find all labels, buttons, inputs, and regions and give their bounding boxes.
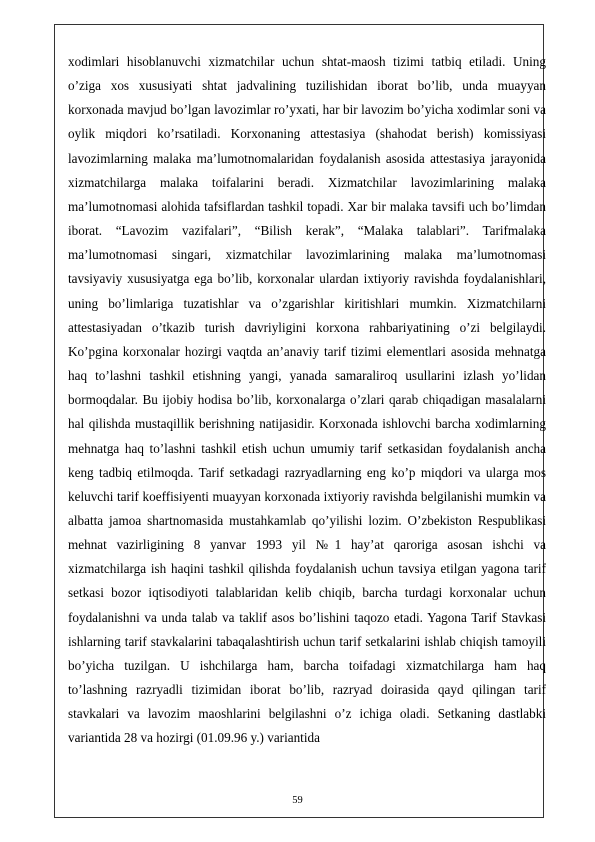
- page-number: 59: [292, 795, 303, 806]
- body-paragraph: xodimlari hisoblanuvchi xizmatchilar uchun shtat-maosh tizimi tatbiq etiladi. Uning o’ziga xos xususiyati shtat jadvalining tuzilishidan iborat bo’lib, unda muayyan korxonada mavjud bo’lgan lavozimlar ro’yxati, har bir lavozim bo’yicha xodimlar soni va oylik miqdori ko’rsatiladi. Korxonaning attestasiya (shahodat berish) komissiyasi lavozimlarning malaka ma’lumotnomalaridan foydalanish asosida attestasiya jarayonida xizmatchilarga malaka toifalarini beradi. Xizmatchilar lavozimlarining malaka ma’lumotnomasi alohida tafsiflardan tashkil topadi. Xar bir malaka tavsifi uch bo’limdan iborat. “Lavozim vazifalari”, “Bilish kerak”, “Malaka talablari”. Tarifmalaka ma’lumotnomasi singari, xizmatchilar lavozimlarining malaka ma’lumotnomasi tavsiyaviy xususiyatga ega bo’lib, korxonalar ulardan ixtiyoriy ravishda foydalanishlari, uning bo’limlariga tuzatishlar va o’zgarishlar kiritishlari mumkin. Xizmatchilarni attestasiyadan o’tkazib turish davriyligini korxona rahbariyatining o’zi belgilaydi. Ko’pgina korxonalar hozirgi vaqtda an’anaviy tarif tizimi elementlari asosida mehnatga haq to’lashni tashkil etishning yangi, yanada samaraliroq usullarini izlash yo’lidan bormoqdalar. Bu ijobiy hodisa bo’lib, korxonalarga o’zlari qarab chiqadigan masalalarni hal qilishda mustaqillik berishning natijasidir. Korxonada ishlovchi barcha xodimlarning mehnatga haq to’lashni tashkil etish uchun umumiy tarif setkasidan foydalanish ancha keng tadbiq etilmoqda. Tarif setkadagi razryadlarning eng ko’p miqdori va ularga mos keluvchi tarif koeffisiyenti muayyan korxonada ixtiyoriy ravishda belgilanishi mumkin va albatta jamoa shartnomasida mustahkamlab qo’yilishi lozim. O’zbekiston Respublikasi mehnat vazirligining 8 yanvar 1993 yil №1 hay’at qaroriga asosan ishchi va xizmatchilarga ish haqini tashkil qilishda foydalanish uchun tavsiya etilgan yagona tarif setkasi bozor iqtisodiyoti talablaridan kelib chiqib, barcha turdagi korxonalar uchun foydalanishni va unda talab va taklif asos bo’lishini taqozo etadi. Yagona Tarif Stavkasi ishlarning tarif stavkalarini tabaqalashtirish uchun tarif setkalarini ishlab chiqish tamoyili bo’yicha tuzilgan. U ishchilarga ham, barcha toifadagi xizmatchilarga ham haq to’lashning razryadli tizimidan iborat bo’lib, razryad doirasida qayd qilingan tarif stavkalari va lavozim maoshlarini belgilashni o’z ichiga oladi. Setkaning dastlabki variantida 28 va hozirgi (01.09.96 y.) variantida: [68, 54, 546, 746]
